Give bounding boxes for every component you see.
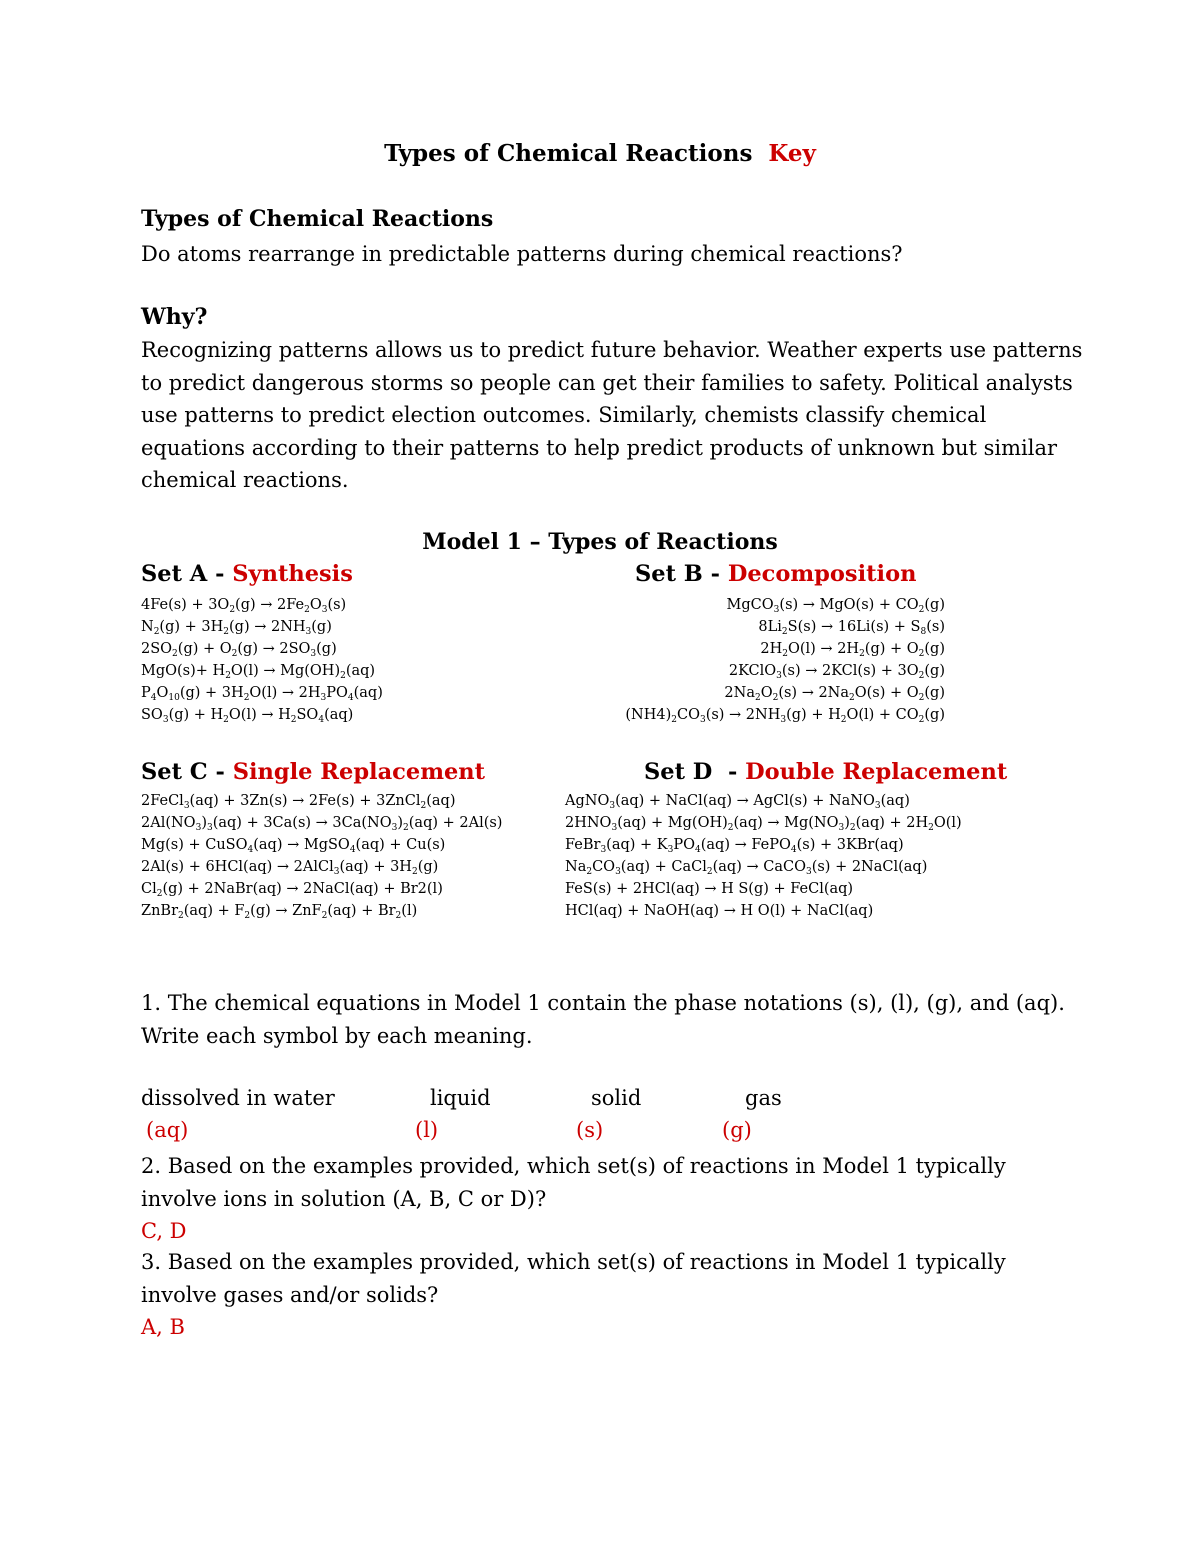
set-a-heading xyxy=(141,561,353,587)
question-1 xyxy=(141,987,1065,1052)
question-2 xyxy=(141,1150,1006,1248)
chemical-equation: MgCO$_3$(s) → $MgO(s) + CO_2(g)$ xyxy=(726,597,945,615)
phase-answer-g: (g) xyxy=(722,1118,752,1142)
set-c-label: Set C xyxy=(141,759,208,785)
set-c-type: Single Replacement xyxy=(232,759,486,785)
set-d-equations xyxy=(565,790,962,922)
question-2-line: involve ions in solution (A, B, C or D)? xyxy=(141,1186,547,1211)
set-d-label: Set D xyxy=(644,759,713,785)
chemical-equation: $Cl_2(g)$ + 2NaBr(aq) → 2NaCl(aq) + Br2(l) xyxy=(141,881,443,899)
set-a-type: Synthesis xyxy=(232,561,353,587)
document-title xyxy=(0,140,1200,167)
set-c-sep: - xyxy=(207,759,233,785)
chemical-equation: $SO_3(g) + H_2O(l) \to H_2SO_4(aq)$ xyxy=(141,707,354,725)
why-line: equations according to their patterns to help predict products of unknown but similar xyxy=(141,435,1058,460)
intro-question: Do atoms rearrange in predictable patterns during chemical reactions? xyxy=(141,242,903,266)
chemical-equation: $2SO_2(g) + O_2(g) \to 2SO_3(g)$ xyxy=(141,641,337,659)
question-1-line: 1. The chemical equations in Model 1 contain the phase notations (s), (l), (g), and (aq). xyxy=(141,991,1065,1015)
set-b-heading xyxy=(635,561,916,587)
chemical-equation: FeS(s) + 2HCl(aq) → H S(g) + FeCl(aq) xyxy=(565,881,854,897)
model-heading: Model 1 – Types of Reactions xyxy=(422,529,778,555)
chemical-equation: $N_2(g) + 3H_2(g) \to 2NH_3(g)$ xyxy=(141,619,332,637)
set-b-type: Decomposition xyxy=(727,561,917,587)
chemical-equation: 2FeCl$_3$(aq) + 3Zn(s) → 2Fe(s) + 3ZnCl$_2$(aq) xyxy=(141,793,456,811)
phase-label-aq: dissolved in water xyxy=(141,1086,335,1110)
why-paragraph xyxy=(141,334,1082,497)
chemical-equation: $2Al(NO_3)_3(aq) + 3Ca(s) \to 3Ca(NO_3)_2(aq) + 2Al(s)$ xyxy=(141,815,503,833)
chemical-equation: $Na_2CO_3(aq)$ + CaCl$_2$(aq) → CaCO$_3$(s) + 2NaCl(aq) xyxy=(565,859,928,877)
chemical-equation: $P_4O_{10}(g) + 3H_2O(l) \to 2H_3PO_4(aq)$ xyxy=(141,685,383,703)
chemical-equation: $2HNO_3(aq) + Mg(OH)_2(aq) \to Mg(NO_3)_2(aq) + 2H_2O(l)$ xyxy=(565,815,962,833)
phase-answer-s: (s) xyxy=(576,1118,604,1142)
chemical-equation: $8Li_2S(s) \to 16Li(s) + S_8(s)$ xyxy=(758,619,945,637)
chemical-equation: AgNO$_3$(aq) + NaCl(aq) → AgCl(s) + NaNO$_3$(aq) xyxy=(565,793,910,811)
chemical-equation: HCl(aq) + NaOH(aq) → H O(l) + NaCl(aq) xyxy=(565,903,874,919)
set-c-heading xyxy=(141,759,485,785)
title-key: Key xyxy=(768,140,816,167)
chemical-equation: $2Na_2O_2(s) \to 2Na_2O(s) + O_2(g)$ xyxy=(724,685,945,703)
phase-label-s: solid xyxy=(591,1086,642,1110)
set-a-equations xyxy=(141,594,383,726)
question-3 xyxy=(141,1246,1006,1344)
chemical-equation: Mg(s) + CuSO$_4$(aq) → MgSO$_4$(aq) + Cu(s) xyxy=(141,837,446,855)
question-1-line: Write each symbol by each meaning. xyxy=(141,1023,533,1048)
chemical-equation: $4Fe(s) + 3O_2(g) \to 2Fe_2O_3(s)$ xyxy=(141,597,347,615)
chemical-equation: 2Al(s) + 6HCl(aq) → 2AlCl$_3$(aq) + $3H_2(g)$ xyxy=(141,859,439,877)
intro-heading: Types of Chemical Reactions xyxy=(141,206,494,232)
why-line: chemical reactions. xyxy=(141,468,349,492)
why-line: to predict dangerous storms so people can get their families to safety. Political analysts xyxy=(141,370,1073,395)
phase-answer-l: (l) xyxy=(415,1118,439,1142)
set-d-type: Double Replacement xyxy=(745,759,1008,785)
set-b-equations xyxy=(565,594,945,726)
set-c-equations xyxy=(141,790,502,922)
chemical-equation: 2KClO$_3$(s) → $2KCl(s) + 3O_2(g)$ xyxy=(728,663,945,681)
why-line: use patterns to predict election outcomes. Similarly, chemists classify chemical xyxy=(141,403,987,427)
question-3-answer: A, B xyxy=(141,1315,185,1339)
question-3-line: involve gases and/or solids? xyxy=(141,1282,439,1307)
set-a-sep: - xyxy=(207,561,233,587)
question-2-answer: C, D xyxy=(141,1219,187,1243)
question-2-line: 2. Based on the examples provided, which set(s) of reactions in Model 1 typically xyxy=(141,1154,1006,1178)
phase-answer-aq: (aq) xyxy=(146,1118,189,1142)
set-b-label: Set B xyxy=(635,561,703,587)
chemical-equation: $(NH4)_2CO_3(s) \to 2NH_3(g) + H_2O(l) + CO_2(g)$ xyxy=(625,707,945,725)
chemical-equation: $MgO(s)+ H_2O(l) \to Mg(OH)_2(aq)$ xyxy=(141,663,376,681)
set-d-heading xyxy=(644,759,1007,785)
why-heading: Why? xyxy=(141,304,208,330)
set-b-sep: - xyxy=(702,561,728,587)
phase-label-g: gas xyxy=(745,1086,782,1110)
chemical-equation: FeBr$_3$(aq) + $K_3PO_4(aq)$ → FePO$_4$(s) + 3KBr(aq) xyxy=(565,837,904,855)
title-main: Types of Chemical Reactions xyxy=(384,140,753,167)
chemical-equation: ZnBr$_2$(aq) + $F_2(g) \to ZnF_2(aq) + Br_2(l)$ xyxy=(141,903,418,921)
why-line: Recognizing patterns allows us to predict future behavior. Weather experts use patterns xyxy=(141,338,1083,362)
chemical-equation: $2H_2O(l) \to 2H_2(g) + O_2(g)$ xyxy=(760,641,945,659)
question-3-line: 3. Based on the examples provided, which set(s) of reactions in Model 1 typically xyxy=(141,1250,1006,1274)
phase-label-l: liquid xyxy=(430,1086,491,1110)
set-a-label: Set A xyxy=(141,561,208,587)
set-d-sep: - xyxy=(712,759,746,785)
